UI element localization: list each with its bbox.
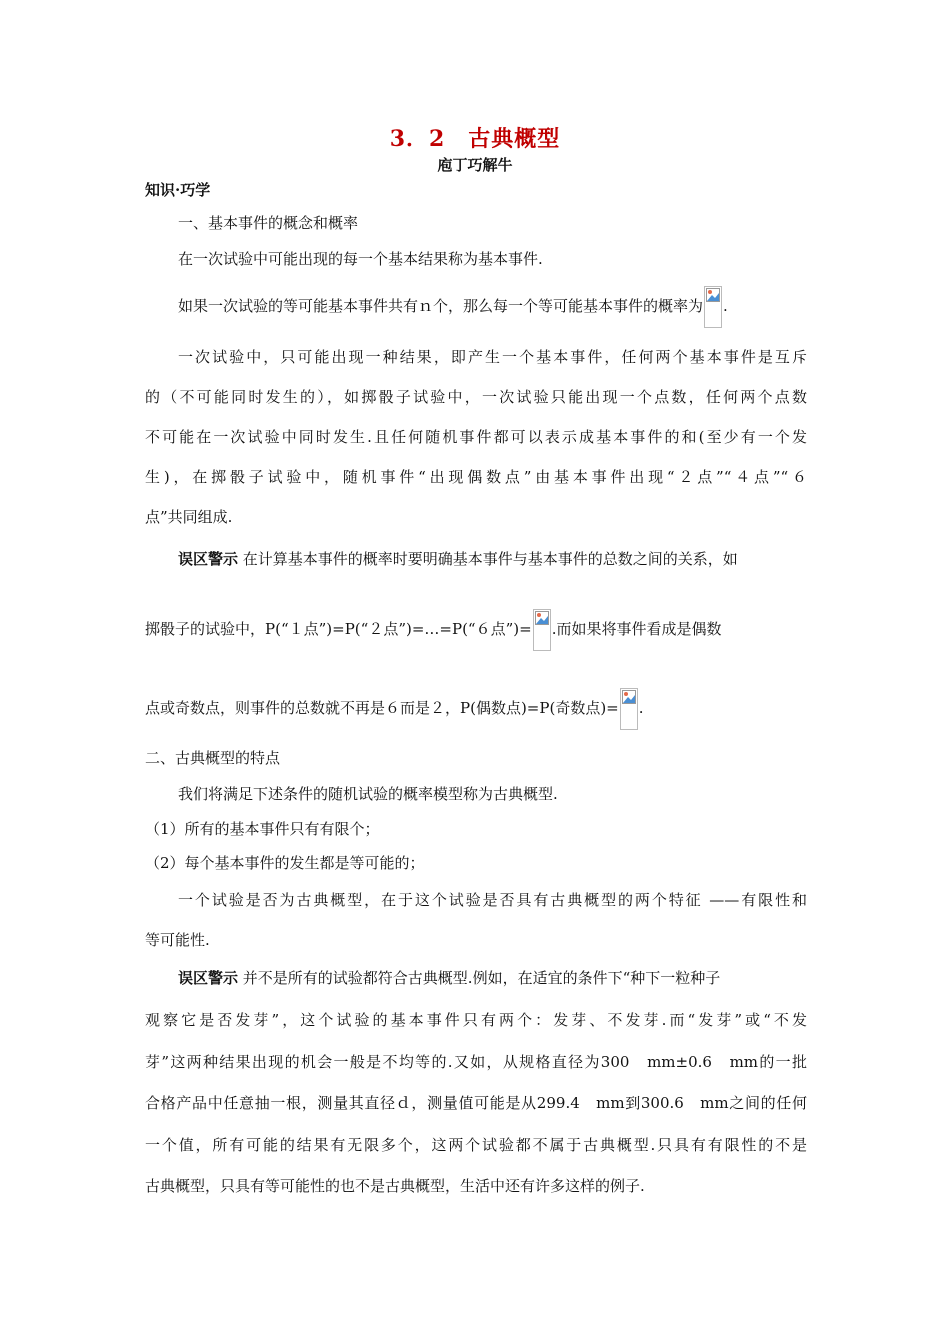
s1-warning-line-2-b: .而如果将事件看成是偶数	[551, 620, 722, 638]
s2-p2-line-1: 一个试验是否为古典概型，在于这个试验是否具有古典概型的两个特征 ——有限性和	[178, 891, 807, 909]
s1-p3-line-1: 一次试验中，只可能出现一种结果，即产生一个基本事件，任何两个基本事件是互斥	[178, 348, 807, 366]
s2-item-1: （1）所有的基本事件只有有限个；	[145, 820, 380, 838]
s2-warning-line-2: 观察它是否发芽”，这个试验的基本事件只有两个：发芽、不发芽.而“发芽”或“不发	[145, 1011, 807, 1029]
s2-warning	[178, 968, 720, 988]
page-subtitle: 庖丁巧解牛	[437, 156, 513, 174]
s1-p3-line-4: 生)，在掷骰子试验中，随机事件“出现偶数点”由基本事件出现“２点”“４点”“６	[145, 468, 807, 486]
s2-item-2: （2）每个基本事件的发生都是等可能的；	[145, 854, 425, 872]
broken-image-icon	[533, 609, 551, 651]
s1-p3-line-5: 点”共同组成.	[145, 508, 233, 526]
s1-warning-line-3	[145, 687, 644, 730]
section1-heading: 一、基本事件的概念和概率	[178, 214, 359, 232]
s1-paragraph-2-text: 如果一次试验的等可能基本事件共有ｎ个，那么每一个等可能基本事件的概率为	[178, 297, 704, 315]
page-title: 3．2 古典概型	[389, 126, 561, 152]
s2-paragraph-1: 我们将满足下述条件的随机试验的概率模型称为古典概型.	[178, 785, 558, 803]
warning-text: 在计算基本事件的概率时要明确基本事件与基本事件的总数之间的关系，如	[242, 550, 738, 568]
warning-label: 误区警示	[178, 969, 239, 987]
section2-heading: 二、古典概型的特点	[145, 749, 281, 767]
warning-label: 误区警示	[178, 550, 239, 568]
broken-image-icon	[704, 286, 722, 328]
s1-warning-line-2	[145, 608, 721, 651]
s1-warning	[178, 549, 738, 569]
s2-warning-line-3: 芽”这两种结果出现的机会一般是不均等的.又如，从规格直径为300 mm±0.6 mm的一批	[145, 1053, 807, 1071]
s2-warning-line-6: 古典概型，只具有等可能性的也不是古典概型，生活中还有许多这样的例子.	[145, 1177, 645, 1195]
s1-warning-line-2-a: 掷骰子的试验中，P(“１点”)=P(“２点”)=…=P(“６点”)=	[145, 620, 532, 638]
s2-warning-line-4: 合格产品中任意抽一根，测量其直径ｄ，测量值可能是从299.4 mm到300.6 mm之间的任何	[145, 1094, 807, 1112]
s2-p2-line-2: 等可能性.	[145, 931, 210, 949]
broken-image-icon	[620, 688, 638, 730]
s1-paragraph-2-end: .	[723, 297, 728, 315]
s2-warning-line-5: 一个值，所有可能的结果有无限多个，这两个试验都不属于古典概型.只具有有限性的不是	[145, 1136, 807, 1154]
warning-text: 并不是所有的试验都符合古典概型.例如，在适宜的条件下“种下一粒种子	[242, 969, 721, 987]
section-label: 知识·巧学	[145, 181, 211, 199]
s1-p3-line-2: 的（不可能同时发生的），如掷骰子试验中，一次试验只能出现一个点数，任何两个点数	[145, 388, 807, 406]
s1-warning-line-3-b: .	[638, 699, 644, 717]
s1-p3-line-3: 不可能在一次试验中同时发生.且任何随机事件都可以表示成基本事件的和(至少有一个发	[145, 428, 807, 446]
s1-paragraph-2	[178, 285, 728, 328]
s1-paragraph-1: 在一次试验中可能出现的每一个基本结果称为基本事件.	[178, 250, 543, 268]
s1-warning-line-3-a: 点或奇数点，则事件的总数就不再是６而是２，P(偶数点)=P(奇数点)=	[145, 699, 619, 717]
